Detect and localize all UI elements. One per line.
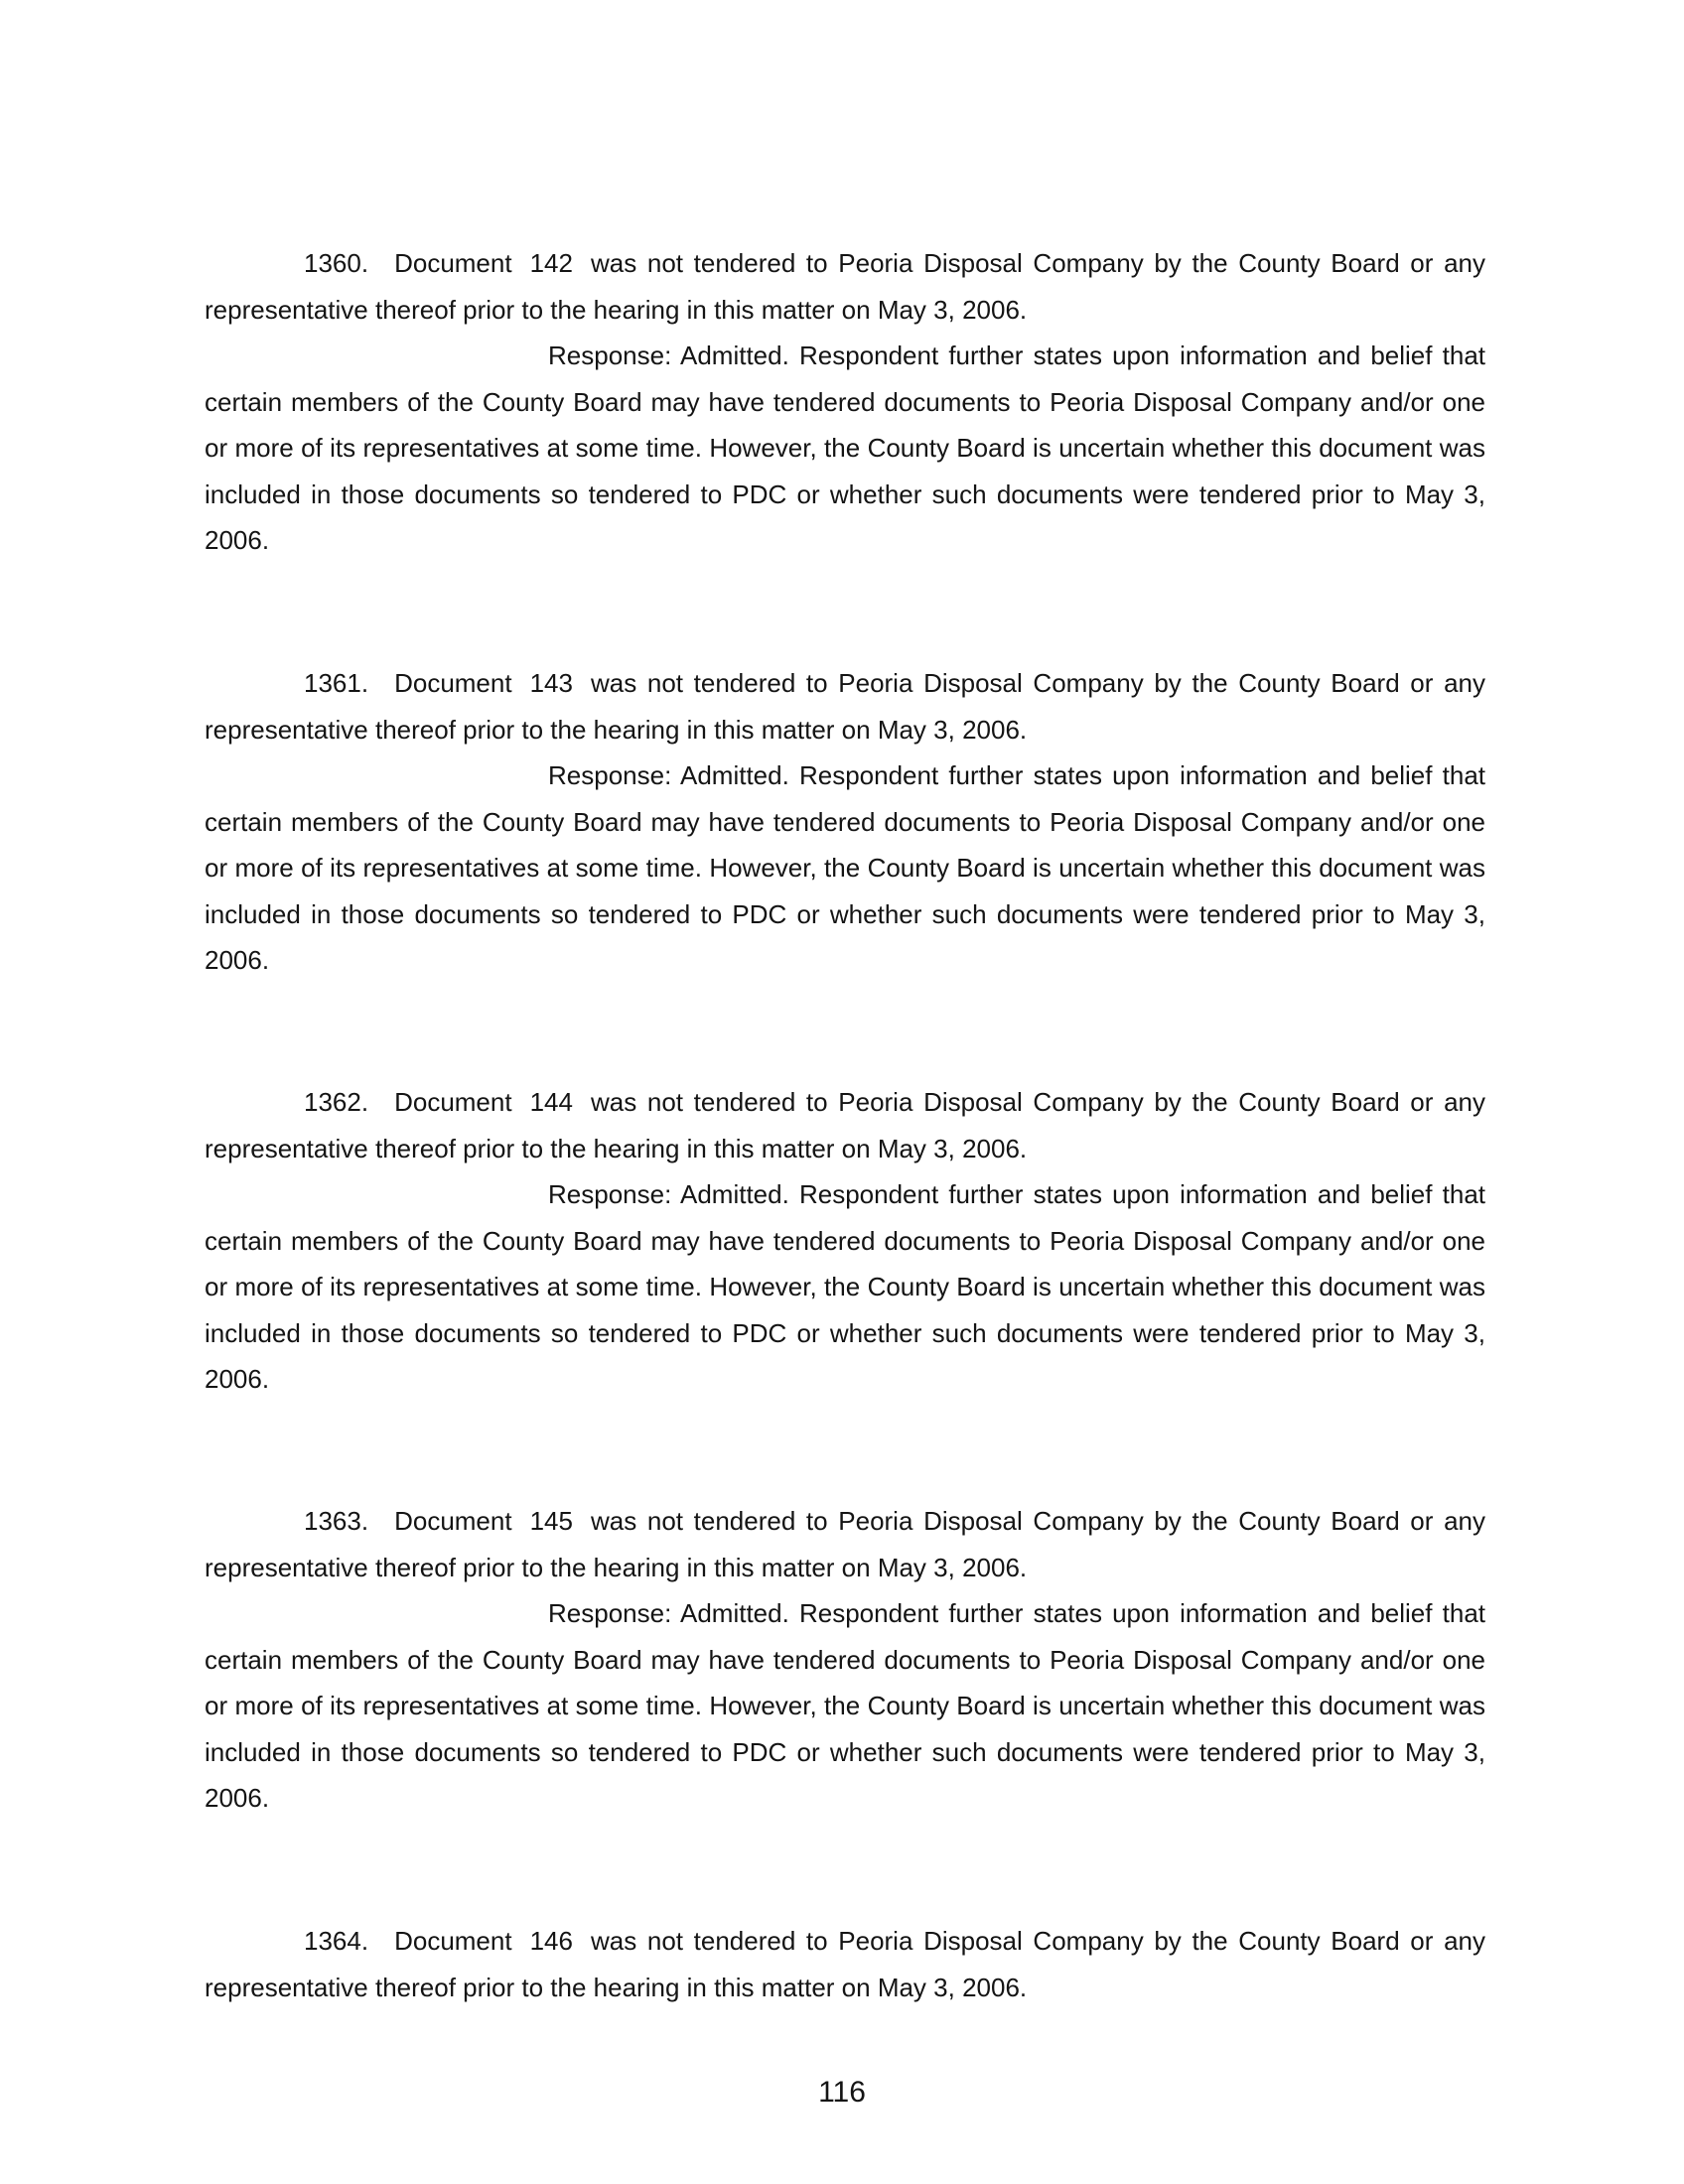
request-text: was not tendered to Peoria Disposal Company by the County Board or any representative thereof prior to the hearing in this matter on May 3, 2006. bbox=[205, 1506, 1485, 1582]
response-paragraph: Response: Admitted. Respondent further states upon information and belief that certain members of the County Board may have tendered documents to Peoria Disposal Company and/or one or more of its representatives at some time. However, the County Board is uncertain whether this document was included in those documents so tendered to PDC or whether such documents were tendered prior to May 3, 2006. bbox=[205, 760, 1485, 975]
document-number: 142 bbox=[529, 248, 573, 278]
request-paragraph bbox=[205, 1079, 1485, 1171]
response-paragraph: Response: Admitted. Respondent further states upon information and belief that certain members of the County Board may have tendered documents to Peoria Disposal Company and/or one or more of its representatives at some time. However, the County Board is uncertain whether this document was included in those documents so tendered to PDC or whether such documents were tendered prior to May 3, 2006. bbox=[205, 1598, 1485, 1813]
document-number: 143 bbox=[529, 668, 573, 698]
response-paragraph: Response: Admitted. Respondent further states upon information and belief that certain members of the County Board may have tendered documents to Peoria Disposal Company and/or one or more of its representatives at some time. However, the County Board is uncertain whether this document was included in those documents so tendered to PDC or whether such documents were tendered prior to May 3, 2006. bbox=[205, 1179, 1485, 1394]
entry-1364 bbox=[205, 1918, 1485, 2010]
request-paragraph bbox=[205, 660, 1485, 752]
document-number: 146 bbox=[529, 1926, 573, 1956]
entry-1360 bbox=[205, 240, 1485, 564]
document-label: Document bbox=[394, 668, 512, 698]
entry-1361 bbox=[205, 660, 1485, 984]
request-paragraph bbox=[205, 1498, 1485, 1590]
paragraph-number: 1364. bbox=[304, 1926, 369, 1956]
document-number: 144 bbox=[529, 1087, 573, 1117]
document-number: 145 bbox=[529, 1506, 573, 1536]
document-label: Document bbox=[394, 1506, 512, 1536]
paragraph-number: 1361. bbox=[304, 668, 369, 698]
paragraph-number: 1363. bbox=[304, 1506, 369, 1536]
request-paragraph bbox=[205, 1918, 1485, 2010]
entry-1362 bbox=[205, 1079, 1485, 1403]
document-label: Document bbox=[394, 248, 512, 278]
paragraph-number: 1360. bbox=[304, 248, 369, 278]
response-paragraph: Response: Admitted. Respondent further states upon information and belief that certain members of the County Board may have tendered documents to Peoria Disposal Company and/or one or more of its representatives at some time. However, the County Board is uncertain whether this document was included in those documents so tendered to PDC or whether such documents were tendered prior to May 3, 2006. bbox=[205, 341, 1485, 555]
document-label: Document bbox=[394, 1926, 512, 1956]
request-paragraph bbox=[205, 240, 1485, 333]
request-text: was not tendered to Peoria Disposal Company by the County Board or any representative thereof prior to the hearing in this matter on May 3, 2006. bbox=[205, 1926, 1485, 2002]
request-text: was not tendered to Peoria Disposal Company by the County Board or any representative thereof prior to the hearing in this matter on May 3, 2006. bbox=[205, 1087, 1485, 1163]
request-text: was not tendered to Peoria Disposal Company by the County Board or any representative thereof prior to the hearing in this matter on May 3, 2006. bbox=[205, 668, 1485, 745]
page-number: 116 bbox=[818, 2076, 866, 2109]
request-text: was not tendered to Peoria Disposal Company by the County Board or any representative thereof prior to the hearing in this matter on May 3, 2006. bbox=[205, 248, 1485, 325]
entry-1363 bbox=[205, 1498, 1485, 1822]
paragraph-number: 1362. bbox=[304, 1087, 369, 1117]
document-label: Document bbox=[394, 1087, 512, 1117]
